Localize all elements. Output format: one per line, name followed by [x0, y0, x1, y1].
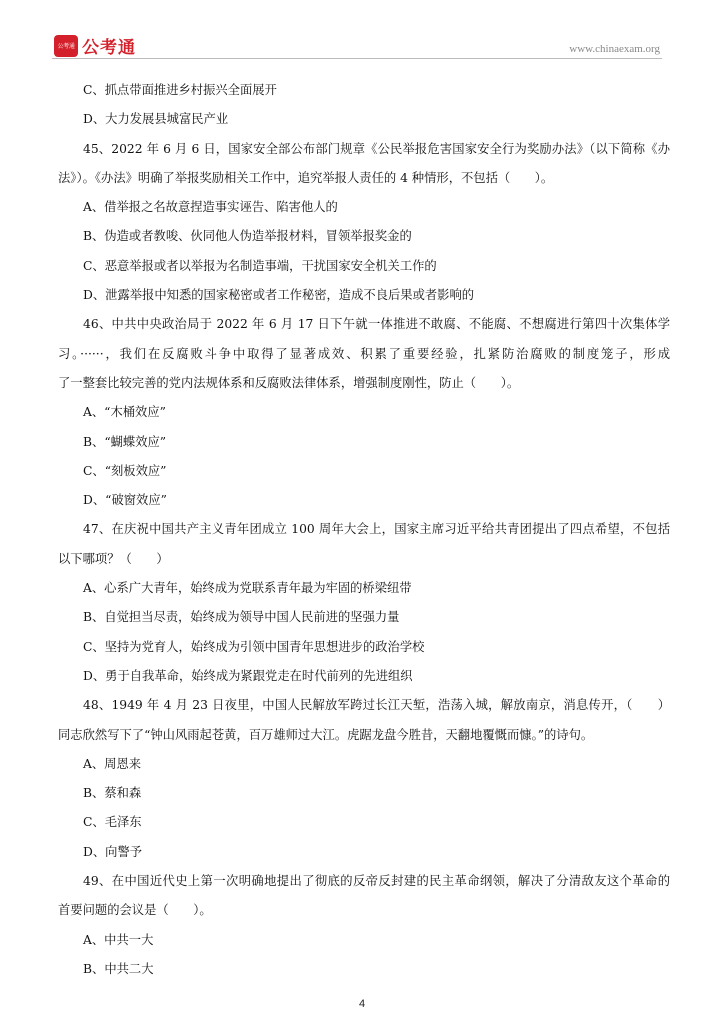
- question-45-text: 45、2022 年 6 月 6 日，国家安全部公布部门规章《公民举报危害国家安全行为奖励办法》（以下简称《办: [83, 141, 670, 156]
- option-line: D、大力发展县城富民产业: [83, 112, 229, 127]
- question-46-text: 习。······，我们在反腐败斗争中取得了显著成效、积累了重要经验，扎紧防治腐败的制度笼子，形成: [58, 346, 670, 361]
- question-45-text: 法》）。《办法》明确了举报奖励相关工作中，追究举报人责任的 4 种情形，不包括（ ）。: [58, 170, 554, 185]
- option-line: A、借举报之名故意捏造事实诬告、陷害他人的: [83, 200, 338, 215]
- page-number: 4: [358, 998, 366, 1010]
- option-line: C、恶意举报或者以举报为名制造事端，干扰国家安全机关工作的: [83, 258, 437, 273]
- option-line: A、中共一大: [83, 932, 154, 947]
- logo-badge: 公考通: [54, 35, 78, 57]
- header-divider: [52, 58, 662, 59]
- question-46-text: 46、中共中央政治局于 2022 年 6 月 17 日下午就一体推进不敢腐、不能腐、不想腐进行第四十次集体学: [83, 317, 670, 332]
- option-line: C、毛泽东: [83, 815, 142, 830]
- option-line: A、周恩来: [83, 756, 142, 771]
- option-line: D、“破窗效应”: [83, 493, 167, 508]
- option-line: B、“蝴蝶效应”: [83, 434, 167, 449]
- page-header: [0, 0, 724, 60]
- option-line: C、“刻板效应”: [83, 463, 167, 478]
- site-url: www.chinaexam.org: [569, 43, 660, 55]
- option-line: C、抓点带面推进乡村振兴全面展开: [83, 83, 277, 97]
- option-line: A、心系广大青年，始终成为党联系青年最为牢固的桥梁纽带: [83, 581, 412, 596]
- question-46-text: 了一整套比较完善的党内法规体系和反腐败法律体系，增强制度刚性，防止（ ）。: [58, 375, 520, 390]
- question-48-text: 48、1949 年 4 月 23 日夜里，中国人民解放军跨过长江天堑，浩荡入城，解放南京，消息传开，（ ）: [83, 698, 670, 713]
- question-47-text: 47、在庆祝中国共产主义青年团成立 100 周年大会上，国家主席习近平给共青团提出了四点希望，不包括: [83, 522, 670, 537]
- option-line: A、“木桶效应”: [83, 405, 166, 420]
- question-49-text: 49、在中国近代史上第一次明确地提出了彻底的反帝反封建的民主革命纲领，解决了分清敌友这个革命的: [83, 874, 670, 889]
- question-49-text: 首要问题的会议是（ ）。: [58, 903, 212, 918]
- option-line: B、中共二大: [83, 961, 154, 976]
- question-48-text: 同志欣然写下了“钟山风雨起苍黄，百万雄师过大江。虎踞龙盘今胜昔，天翻地覆慨而慷。”的诗句。: [58, 727, 594, 742]
- option-line: D、勇于自我革命，始终成为紧跟党走在时代前列的先进组织: [83, 668, 413, 683]
- option-line: B、蔡和森: [83, 786, 142, 801]
- option-line: D、向警予: [83, 844, 143, 859]
- option-line: C、坚持为党育人，始终成为引领中国青年思想进步的政治学校: [83, 639, 425, 654]
- document-body: [58, 76, 670, 984]
- logo-text: 公考通: [82, 38, 136, 58]
- question-47-text: 以下哪项？（ ）: [58, 551, 169, 566]
- option-line: B、伪造或者教唆、伙同他人伪造举报材料，冒领举报奖金的: [83, 229, 412, 244]
- option-line: B、自觉担当尽责，始终成为领导中国人民前进的坚强力量: [83, 610, 400, 625]
- logo: [54, 33, 136, 58]
- option-line: D、泄露举报中知悉的国家秘密或者工作秘密，造成不良后果或者影响的: [83, 288, 475, 303]
